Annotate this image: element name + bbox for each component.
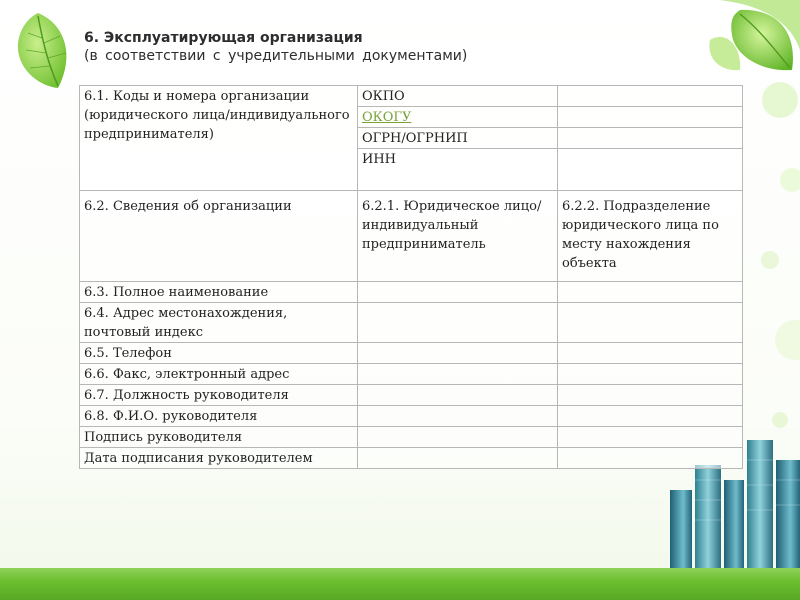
info-branch-cell: 6.2.2. Подразделение юридического лица по месту нахождения объекта: [558, 191, 743, 282]
okogu-link[interactable]: ОКОГУ: [362, 110, 412, 125]
code-inn-value[interactable]: [558, 149, 743, 191]
row-label: 6.4. Адрес местонахождения, почтовый индекс: [80, 303, 358, 343]
row-value-branch[interactable]: [558, 343, 743, 364]
row-value-branch[interactable]: [558, 364, 743, 385]
code-okogu-value[interactable]: [558, 107, 743, 128]
row-value-branch[interactable]: [558, 385, 743, 406]
table-row: [80, 343, 743, 364]
row-value-legal[interactable]: [358, 427, 558, 448]
table-row: [80, 86, 743, 107]
code-ogrn-label: ОГРН/ОГРНИП: [358, 128, 558, 149]
row-label: Подпись руководителя: [80, 427, 358, 448]
table-row: [80, 364, 743, 385]
code-okpo-value[interactable]: [558, 86, 743, 107]
table-row: [80, 385, 743, 406]
code-ogrn-value[interactable]: [558, 128, 743, 149]
row-value-branch[interactable]: [558, 303, 743, 343]
code-okogu-label: [358, 107, 558, 128]
row-value-legal[interactable]: [358, 282, 558, 303]
page-title: 6. Эксплуатирующая организация: [84, 30, 363, 46]
row-value-legal[interactable]: [358, 303, 558, 343]
row-value-branch[interactable]: [558, 282, 743, 303]
info-label-cell: 6.2. Сведения об организации: [80, 191, 358, 282]
row-label: Дата подписания руководителем: [80, 448, 358, 469]
table-row: [80, 303, 743, 343]
row-label: 6.3. Полное наименование: [80, 282, 358, 303]
table-row: [80, 191, 743, 282]
row-value-branch[interactable]: [558, 427, 743, 448]
organization-form-table: [79, 85, 743, 469]
row-value-legal[interactable]: [358, 364, 558, 385]
info-legal-cell: 6.2.1. Юридическое лицо/индивидуальный предприниматель: [358, 191, 558, 282]
table-row: [80, 427, 743, 448]
row-value-branch[interactable]: [558, 448, 743, 469]
leaf-icon: [8, 8, 78, 98]
grass-strip: [0, 568, 800, 600]
codes-label-cell: 6.1. Коды и номера организации (юридического лица/индивидуального предпринимателя): [80, 86, 358, 191]
table-row: [80, 282, 743, 303]
table-row: [80, 448, 743, 469]
row-value-legal[interactable]: [358, 343, 558, 364]
row-label: 6.7. Должность руководителя: [80, 385, 358, 406]
code-inn-label: ИНН: [358, 149, 558, 191]
row-value-legal[interactable]: [358, 448, 558, 469]
table-row: [80, 406, 743, 427]
row-value-branch[interactable]: [558, 406, 743, 427]
row-label: 6.8. Ф.И.О. руководителя: [80, 406, 358, 427]
row-value-legal[interactable]: [358, 406, 558, 427]
row-value-legal[interactable]: [358, 385, 558, 406]
page-subtitle: (в соответствии с учредительными документами): [84, 48, 468, 64]
row-label: 6.5. Телефон: [80, 343, 358, 364]
code-okpo-label: ОКПО: [358, 86, 558, 107]
row-label: 6.6. Факс, электронный адрес: [80, 364, 358, 385]
